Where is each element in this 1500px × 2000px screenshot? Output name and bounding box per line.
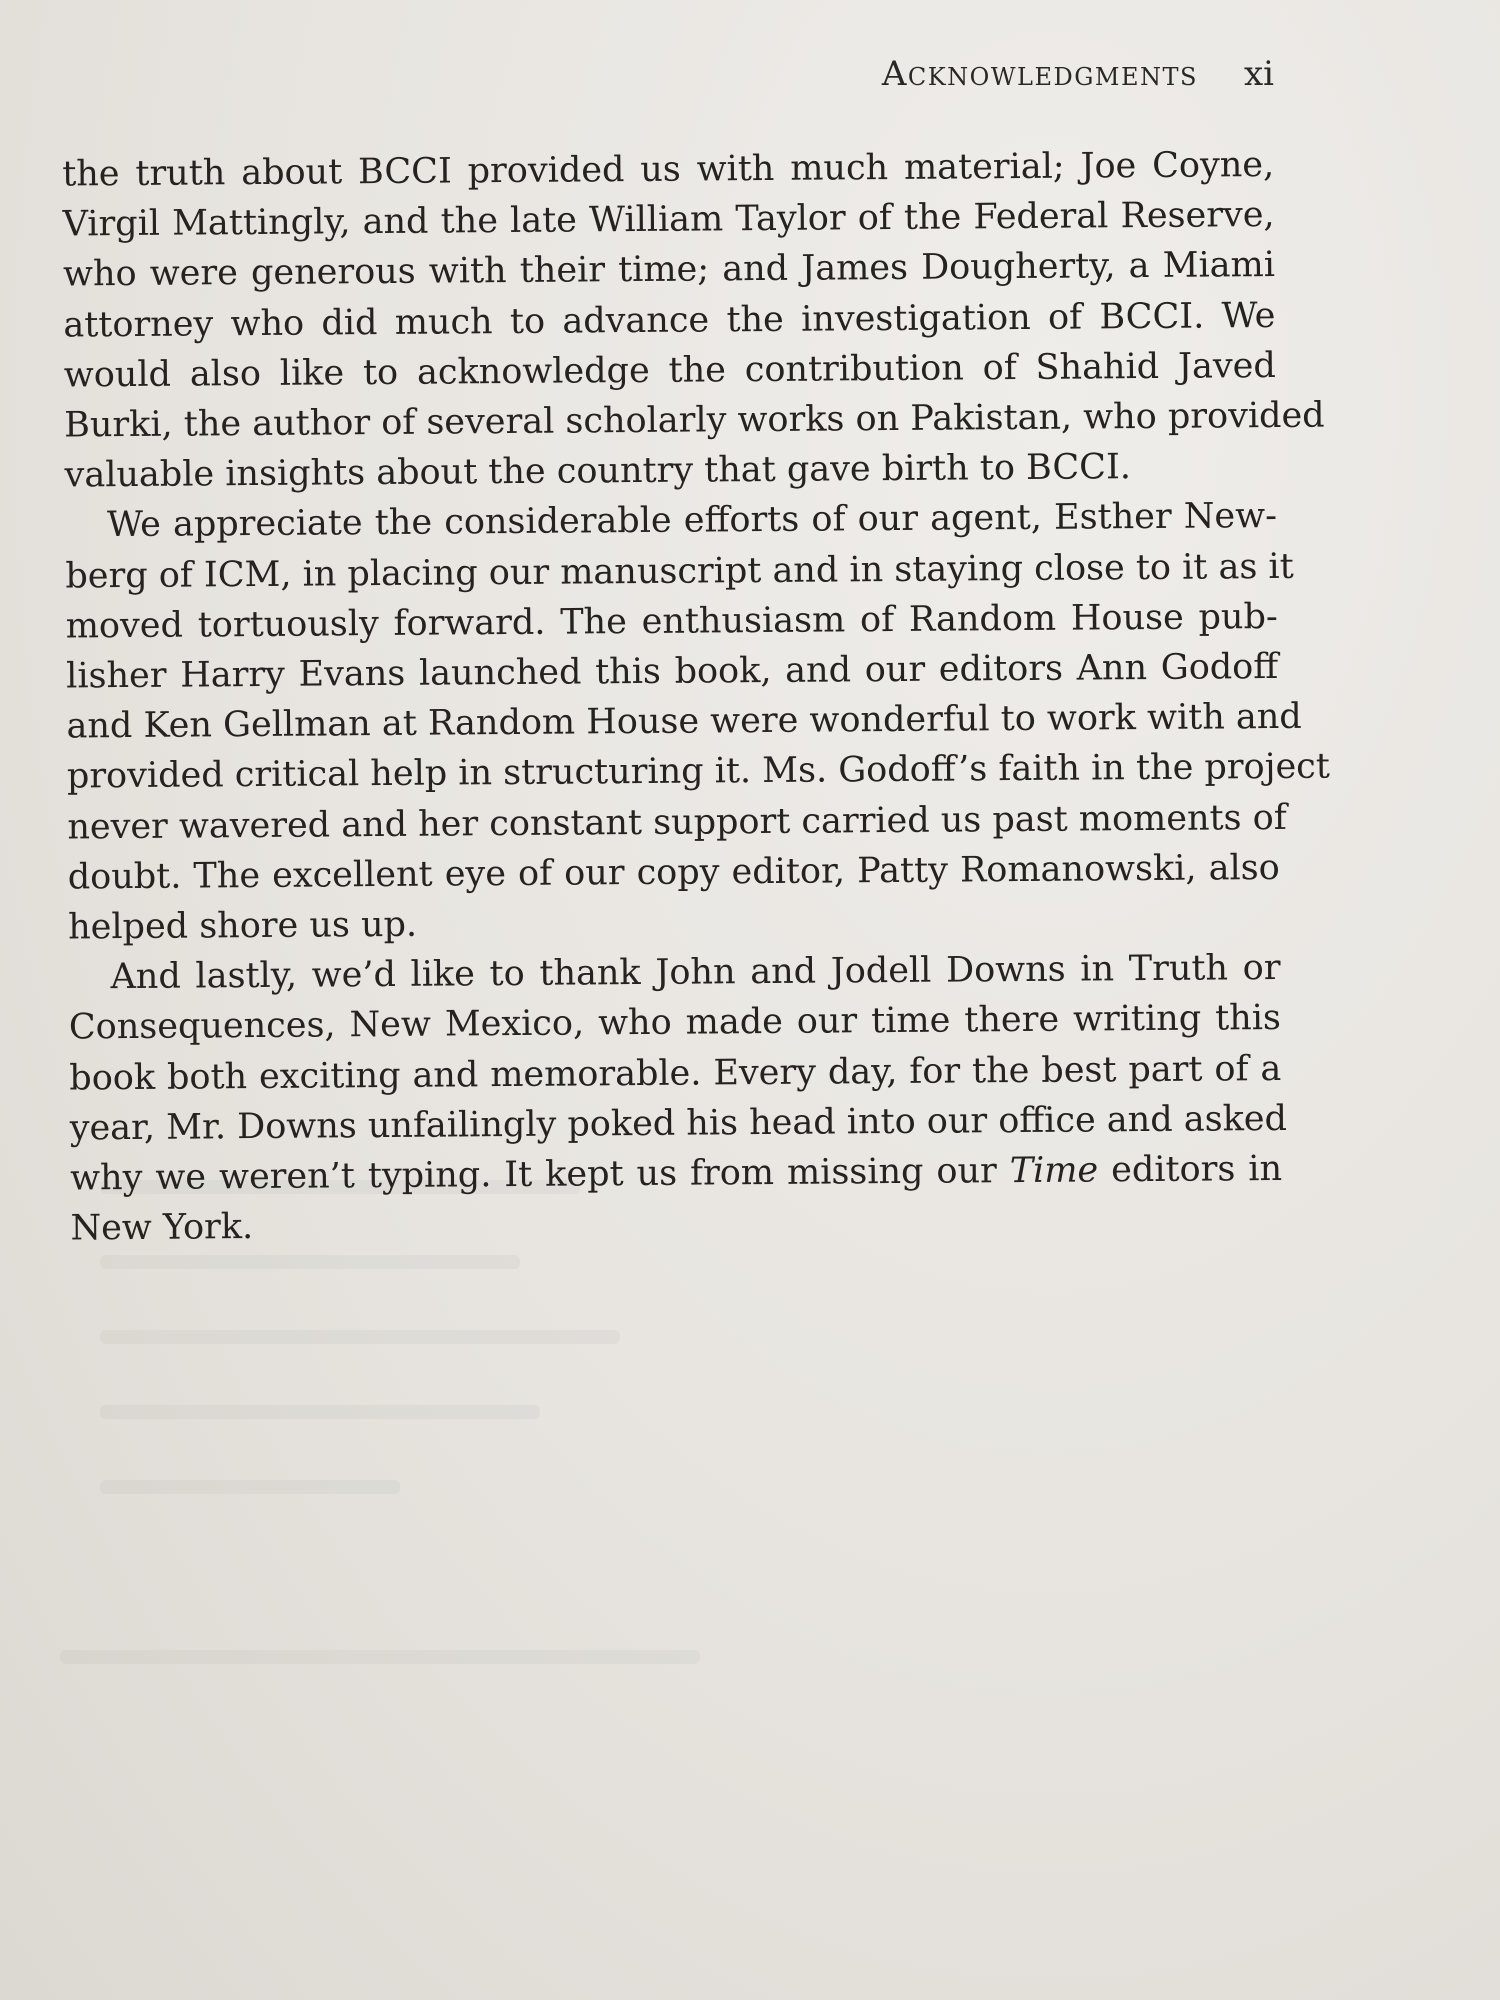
text-line-with-italic <box>70 1144 1282 1204</box>
text-line: berg of ICM, in placing our manuscript and in staying close to it as it <box>65 546 1294 597</box>
italic-title: Time <box>1009 1150 1099 1192</box>
text-line: the truth about BCCI provided us with much material; Joe Coyne, <box>62 144 1275 195</box>
text-line: and Ken Gellman at Random House were wonderful to work with and <box>66 697 1302 747</box>
text-line: would also like to acknowledge the contribution of Shahid Javed <box>63 345 1276 396</box>
text-line: moved tortuously forward. The enthusiasm of Random House pub- <box>65 596 1278 647</box>
text-line: helped shore us up. <box>67 904 418 948</box>
text-line: And lastly, we’d like to thank John and Jodell Downs in Truth or <box>110 948 1281 998</box>
text-line: Consequences, New Mexico, who made our time there writing this <box>68 998 1282 1048</box>
text-line: valuable insights about the country that gave birth to BCCI. <box>64 447 1132 496</box>
text-line: New York. <box>70 1207 254 1249</box>
text-line: attorney who did much to advance the investigation of BCCI. We <box>63 295 1276 346</box>
text-segment: editors in <box>1111 1149 1283 1191</box>
text-line: doubt. The excellent eye of our copy editor, Patty Romanowski, also <box>67 847 1280 898</box>
text-line: never wavered and her constant support carried us past moments of <box>67 797 1287 848</box>
text-line: lisher Harry Evans launched this book, and our editors Ann Godoff <box>66 647 1279 697</box>
body-text <box>62 140 1331 1254</box>
paragraph-2 <box>65 491 1331 952</box>
page-number: xi <box>1243 54 1274 94</box>
text-line: We appreciate the considerable efforts of our agent, Esther New- <box>106 496 1278 546</box>
paragraph-3 <box>68 943 1288 1254</box>
text-line: provided critical help in structuring it. Ms. Godoff’s faith in the project <box>66 747 1331 797</box>
text-line: Burki, the author of several scholarly works on Pakistan, who provided <box>64 395 1325 446</box>
running-head <box>882 54 1274 94</box>
show-through-texture <box>60 1180 1280 1980</box>
text-line: book both exciting and memorable. Every day, for the best part of a <box>69 1048 1282 1099</box>
text-line: Virgil Mattingly, and the late William Taylor of the Federal Reserve, <box>62 195 1275 245</box>
running-title: Acknowledgments <box>881 54 1198 94</box>
text-segment: why we weren’t typing. It kept us from missing our <box>69 1151 997 1199</box>
text-line: who were generous with their time; and James Dougherty, a Miami <box>62 245 1276 295</box>
text-line: year, Mr. Downs unfailingly poked his head into our office and asked <box>69 1098 1288 1149</box>
paragraph-1 <box>62 140 1325 501</box>
